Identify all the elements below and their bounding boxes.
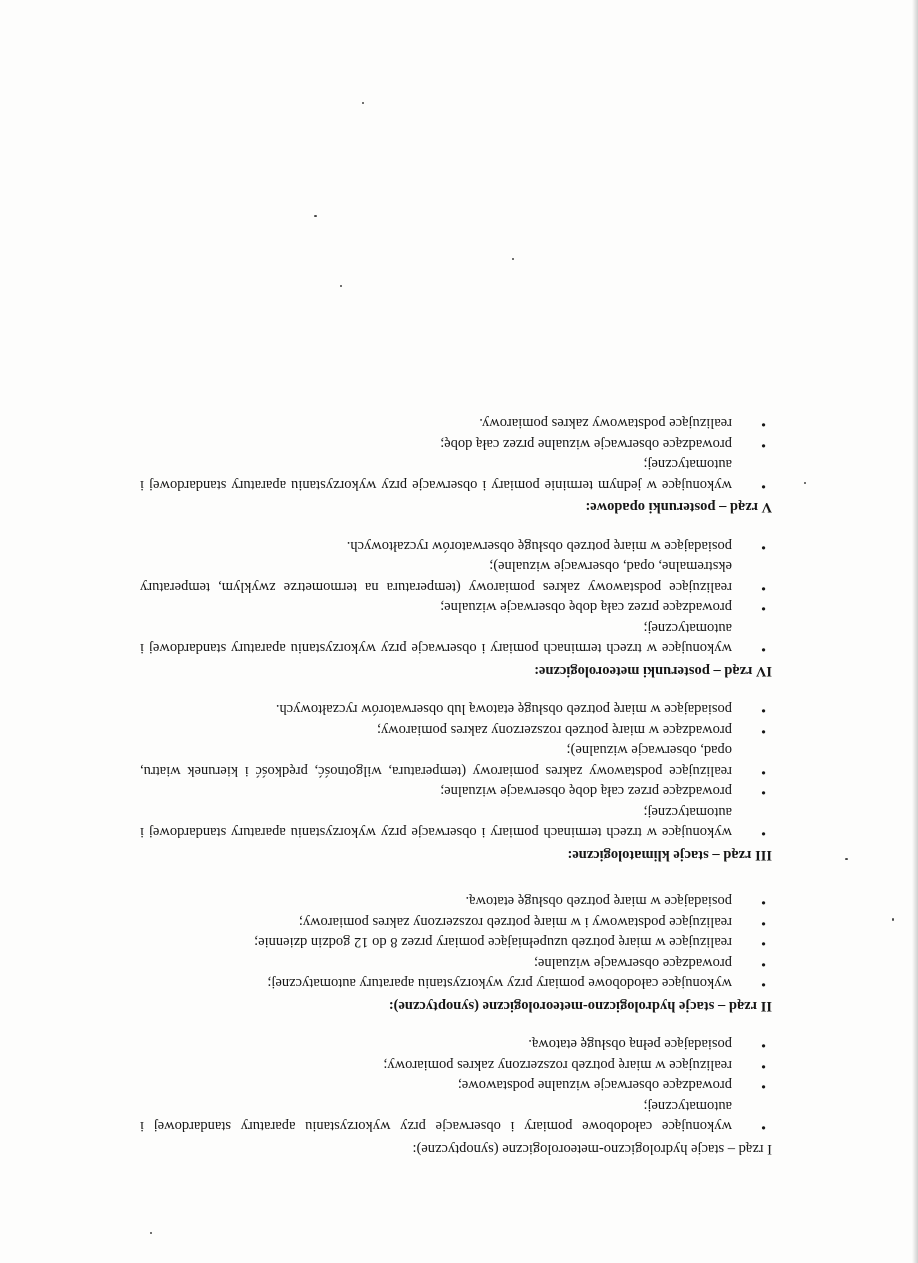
bullet-list (140, 699, 772, 843)
section-heading: IV rząd – posterunki meteorologiczne: (534, 663, 772, 679)
bullet-list (140, 891, 772, 994)
list-item: • wykonujące w jednym terminie pomiary i obserwacje przy wykorzystaniu aparatury standardowej i automatycznej; (140, 454, 772, 495)
list-item: • posiadające pełną obsługę etatową. (140, 1034, 772, 1055)
bullet-list (140, 413, 772, 495)
list-item: • prowadzące obserwacje wizualne przez całą dobę; (140, 434, 772, 455)
list-item: • prowadzące w miarę potrzeb rozszerzony zakres pomiarowy; (140, 720, 772, 741)
list-item: • wykonujące całodobowe pomiary przy wykorzystaniu aparatury automatycznej; (140, 973, 772, 994)
section-heading: V rząd – posterunki opadowe: (585, 499, 772, 516)
section-heading: I rząd – stacje hydrologiczno-meteorologiczne (synoptyczne): (412, 1141, 772, 1157)
list-item: • posiadające w miarę potrzeb obsługę obserwatorów ryczałtowych. (140, 536, 772, 557)
section-rzad-4 (140, 536, 772, 682)
list-item: • prowadzące przez całą dobę obserwacje wizualne; (140, 781, 772, 802)
list-item: • realizujące w miarę potrzeb uzupełniające pomiary przez 8 do 12 godzin dziennie; (140, 932, 772, 953)
list-item: • realizujące podstawowy i w miarę potrzeb rozszerzony zakres pomiarowy; (140, 912, 772, 933)
list-item: • realizujące podstawowy zakres pomiarowy (temperatura na termometrze zwyklym, temperatury ekstremalne, opad, obserwacje wizualne); (140, 556, 772, 597)
list-item: • wykonujące całodobowe pomiary i obserwacje przy wykorzystaniu aparatury standardowej i automatycznej; (140, 1096, 772, 1137)
section-heading: II rząd – stacje hydrologiczno-meteorologiczne (synoptyczne): (388, 998, 772, 1014)
section-rzad-1 (140, 1034, 772, 1159)
section-rzad-2 (140, 891, 772, 1016)
list-item: • prowadzące przez całą dobę obserwacje wizualne; (140, 597, 772, 618)
list-item: • realizujące podstawowy zakres pomiarowy. (140, 413, 772, 434)
list-item: • prowadzące obserwacje wizualne podstawowe; (140, 1075, 772, 1096)
section-heading: III rząd – stacje klimatologiczne: (567, 847, 772, 863)
document-text (140, 395, 772, 1159)
list-item: • wykonujące w trzech terminach pomiary i obserwacje przy wykorzystaniu aparatury standardowej i automatycznej; (140, 802, 772, 843)
list-item: • posiadające w miarę potrzeb obsługę etatową lub obserwatorów ryczałtowych. (140, 699, 772, 720)
list-item: • posiadające w miarę potrzeb obsługę etatową. (140, 891, 772, 912)
section-rzad-3 (140, 699, 772, 865)
list-item: • prowadzące obserwacje wizualne; (140, 953, 772, 974)
bullet-list (140, 1034, 772, 1137)
bullet-list (140, 536, 772, 659)
section-rzad-5 (140, 413, 772, 518)
list-item: • wykonujące w trzech terminach pomiary i obserwacje przy wykorzystaniu aparatury standardowej i automatycznej; (140, 618, 772, 659)
list-item: • realizujące podstawowy zakres pomiarowy (temperatura, wilgotność, prędkość i kierunek wiatru, opad, obserwacje wizualne); (140, 740, 772, 781)
list-item: • realizujące w miarę potrzeb rozszerzony zakres pomiarowy; (140, 1055, 772, 1076)
